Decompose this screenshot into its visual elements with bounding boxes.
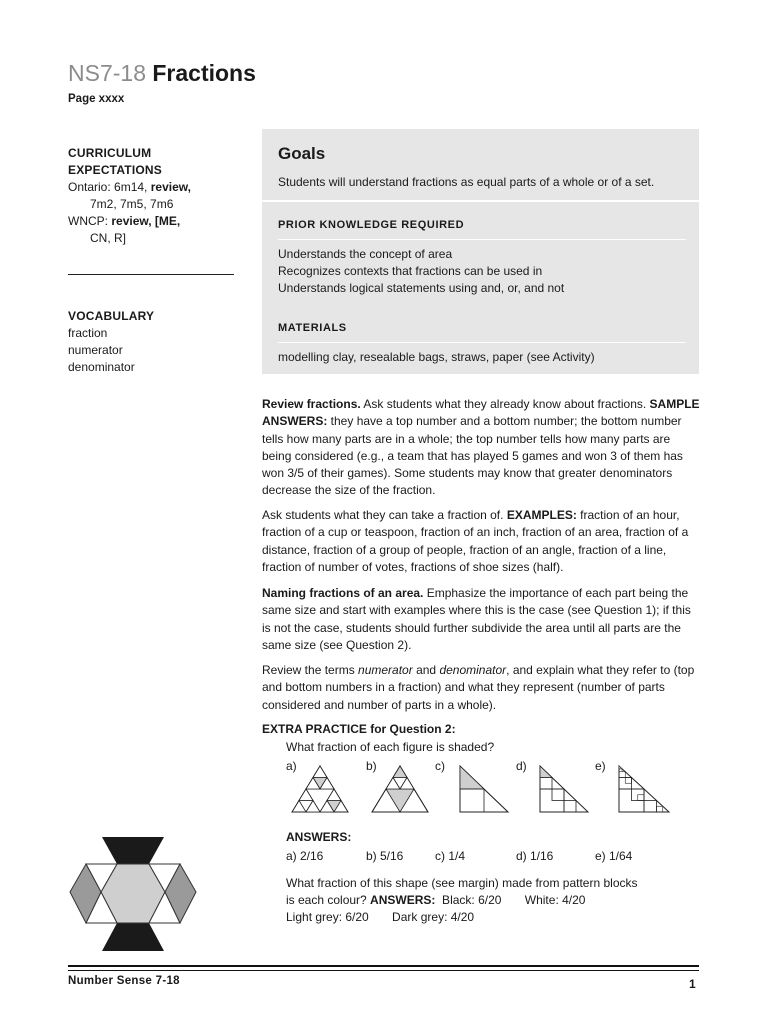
goals-box — [262, 129, 699, 374]
pattern-answers-black-white: Black: 6/20 White: 4/20 — [435, 893, 586, 907]
p2-text-a: Ask students what they can take a fraction of. — [262, 508, 507, 522]
vocabulary-heading: VOCABULARY — [68, 309, 155, 323]
pattern-block-shape — [68, 837, 198, 952]
naming-fractions-heading: Naming fractions of an area. — [262, 586, 424, 600]
figure-b — [370, 764, 430, 814]
vocab-item: denominator — [68, 360, 135, 374]
sidebar-divider — [68, 274, 234, 275]
review-fractions-heading: Review fractions. — [262, 397, 361, 411]
p2-text-b: fraction of an hour, fraction of a cup or teaspoon, fraction of an inch, fraction of an area, fraction of a distance, fraction of a group of people, fraction of an angle, fraction of a line, fraction of number of votes, fractions of shoe sizes (half). — [262, 508, 689, 574]
materials-text: modelling clay, resealable bags, straws, paper (see Activity) — [278, 350, 595, 364]
curriculum-heading-2: EXPECTATIONS — [68, 163, 162, 177]
black-trapezoid-bottom — [102, 923, 164, 951]
page-reference: Page xxxx — [68, 93, 125, 105]
paragraph-terms — [262, 662, 702, 714]
p3-text: Emphasize the importance of each part being the same size and start with examples where this is the case (see Question 1); if this is not the case, students should further subdivide the area until all parts are the same size (see Question 2). — [262, 586, 691, 652]
prior-knowledge-rule — [278, 239, 686, 240]
footer-rule-thin — [68, 970, 699, 971]
wncp-line — [68, 213, 238, 230]
goals-title: Goals — [278, 144, 326, 163]
lesson-code: NS7-18 — [68, 60, 146, 86]
paragraph-fraction-of — [262, 507, 702, 576]
figure-label-e: e) — [595, 759, 606, 773]
lesson-title: Fractions — [152, 60, 256, 86]
page-title — [68, 60, 256, 87]
extra-practice-title: EXTRA PRACTICE for Question 2: — [262, 722, 456, 736]
curriculum-expectations — [68, 145, 238, 247]
footer-section-label: Number Sense 7-18 — [68, 975, 180, 987]
sample-answers-label: SAMPLE ANSWERS: — [262, 397, 700, 429]
wncp-prefix: WNCP: — [68, 214, 108, 228]
p4-text-b: and — [412, 663, 440, 677]
page-number: 1 — [689, 977, 696, 991]
pattern-block-question — [286, 875, 706, 926]
p1-text-b: they have a top number and a bottom number; the bottom number tells how many parts are in a whole; the top number tells how many parts are being considered (e.g., a team that has played 5 games and won 3 of them has won 3/5 of their games). Some students may know that greater denominators decrease the size of the fraction. — [262, 414, 683, 498]
pattern-question-text: is each colour? — [286, 893, 371, 907]
goals-divider — [262, 200, 699, 202]
vocab-item: fraction — [68, 326, 108, 340]
paragraph-naming-fractions — [262, 585, 702, 654]
pattern-question-line-2 — [286, 892, 706, 909]
term-numerator: numerator — [358, 663, 413, 677]
pattern-question-line-1: What fraction of this shape (see margin) made from pattern blocks — [286, 876, 638, 890]
figure-label-d: d) — [516, 759, 527, 773]
answers-heading: ANSWERS: — [286, 830, 352, 844]
answer-b: b) 5/16 — [366, 849, 404, 863]
wncp-review: review, [ME, — [111, 214, 181, 228]
wncp-codes: CN, R] — [90, 231, 126, 245]
vocabulary — [68, 308, 238, 376]
extra-practice-question: What fraction of each figure is shaded? — [286, 740, 495, 754]
ontario-codes: 7m2, 7m5, 7m6 — [90, 197, 174, 211]
answer-c: c) 1/4 — [435, 849, 466, 863]
curriculum-heading-1: CURRICULUM — [68, 146, 152, 160]
figure-a — [290, 764, 350, 814]
answer-a: a) 2/16 — [286, 849, 324, 863]
footer-rule-thick — [68, 965, 699, 967]
p1-text-a: Ask students what they already know about fractions. — [360, 397, 647, 411]
prior-item: Understands logical statements using and, or, and not — [278, 281, 565, 295]
figure-label-b: b) — [366, 759, 377, 773]
figure-label-c: c) — [435, 759, 445, 773]
materials-rule — [278, 342, 686, 343]
figure-d — [538, 764, 590, 814]
prior-knowledge-list — [278, 246, 564, 297]
p4-text-c: , and explain what they refer to (top and bottom numbers in a fraction) and what they represent (number of parts considered and number of parts in a whole). — [262, 663, 695, 712]
ontario-review: review, — [150, 180, 191, 194]
materials-heading: MATERIALS — [278, 322, 347, 334]
figure-e — [617, 764, 671, 814]
goals-text: Students will understand fractions as equal parts of a whole or of a set. — [278, 175, 655, 189]
prior-knowledge-heading: PRIOR KNOWLEDGE REQUIRED — [278, 219, 465, 231]
p4-text-a: Review the terms — [262, 663, 359, 677]
pattern-answers-label: ANSWERS: — [370, 893, 436, 907]
ontario-prefix: Ontario: 6m14, — [68, 180, 148, 194]
figure-label-a: a) — [286, 759, 297, 773]
pattern-answers-greys: Light grey: 6/20 Dark grey: 4/20 — [286, 910, 475, 924]
prior-item: Recognizes contexts that fractions can be used in — [278, 264, 543, 278]
term-denominator: denominator — [439, 663, 507, 677]
figure-c — [458, 764, 510, 814]
ontario-line — [68, 179, 238, 196]
examples-label: EXAMPLES: — [506, 508, 577, 522]
vocab-item: numerator — [68, 343, 123, 357]
answer-e: e) 1/64 — [595, 849, 633, 863]
paragraph-review-fractions — [262, 396, 702, 500]
answer-d: d) 1/16 — [516, 849, 554, 863]
prior-item: Understands the concept of area — [278, 247, 453, 261]
